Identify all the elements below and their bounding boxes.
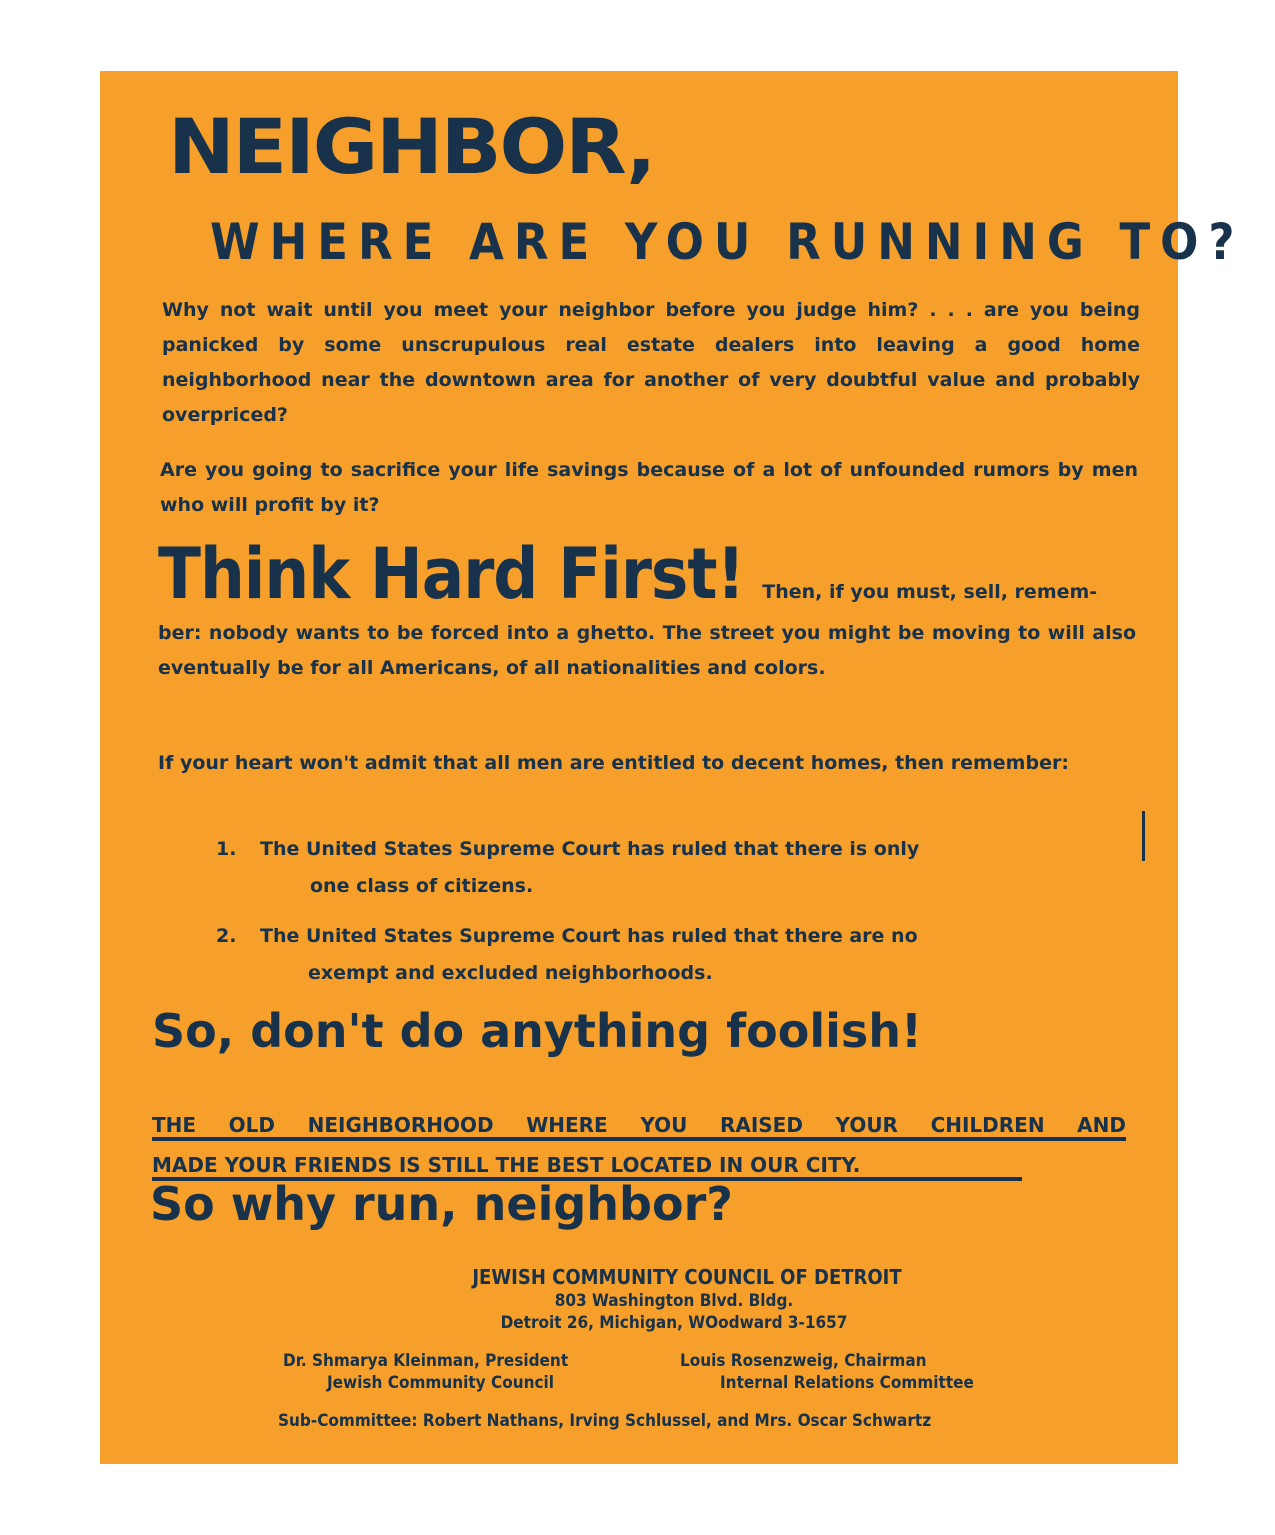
paragraph-savings: Are you going to sacrifice your life savings because of a lot of unfounded rumors by men who will profit by it? bbox=[160, 459, 1138, 516]
subcommittee: Sub-Committee: Robert Nathans, Irving Schlussel, and Mrs. Oscar Schwartz bbox=[278, 1411, 932, 1431]
org-address-street: 803 Washington Blvd. Bldg. bbox=[554, 1291, 794, 1311]
list-item-continuation: exempt and excluded neighborhoods. bbox=[308, 962, 713, 984]
signer-2-title: Internal Relations Committee bbox=[720, 1373, 974, 1393]
paragraph-remember: If your heart won't admit that all men are entitled to decent homes, then remember: bbox=[158, 752, 1069, 774]
list-item bbox=[216, 918, 918, 954]
think-hard-lead: Then, if you must, sell, remem- bbox=[762, 581, 1098, 603]
list-number: 2. bbox=[216, 925, 237, 947]
list-number: 1. bbox=[216, 838, 237, 860]
paragraph-ghetto: ber: nobody wants to be forced into a ghetto. The street you might be moving to will also eventually be for all Americans, of all nationalities and colors. bbox=[158, 622, 1136, 679]
old-neighborhood-line-2: MADE YOUR FRIENDS IS STILL THE BEST LOCATED IN OUR CITY. bbox=[152, 1155, 1022, 1181]
headline: NEIGHBOR, bbox=[168, 102, 655, 191]
org-name: JEWISH COMMUNITY COUNCIL OF DETROIT bbox=[472, 1265, 902, 1289]
signer-1-title: Jewish Community Council bbox=[327, 1373, 555, 1393]
think-hard-line bbox=[158, 533, 1136, 615]
why-run-heading: So why run, neighbor? bbox=[150, 1177, 733, 1231]
poster bbox=[100, 71, 1245, 1464]
think-hard-heading: Think Hard First! bbox=[158, 533, 745, 615]
signer-2-name: Louis Rosenzweig, Chairman bbox=[680, 1351, 927, 1371]
list-text: The United States Supreme Court has ruled that there are no bbox=[260, 925, 918, 947]
list-item bbox=[216, 831, 919, 867]
list-text: The United States Supreme Court has ruled that there is only bbox=[260, 838, 920, 860]
old-neighborhood-line-1: THE OLD NEIGHBORHOOD WHERE YOU RAISED YOUR CHILDREN AND bbox=[152, 1115, 1126, 1141]
org-address-city: Detroit 26, Michigan, WOodward 3-1657 bbox=[500, 1313, 848, 1333]
subheadline: WHERE ARE YOU RUNNING TO? bbox=[210, 213, 1245, 271]
paragraph-judge: Why not wait until you meet your neighbor before you judge him? . . . are you being panicked by some unscrupulous real estate dealers into leaving a good home neighborhood near the downtown area for another of very doubtful value and probably overpriced? bbox=[162, 299, 1140, 426]
margin-mark bbox=[1142, 811, 1145, 861]
foolish-heading: So, don't do anything foolish! bbox=[152, 1004, 922, 1058]
list-item-continuation: one class of citizens. bbox=[310, 875, 534, 897]
signer-1-name: Dr. Shmarya Kleinman, President bbox=[283, 1351, 569, 1371]
